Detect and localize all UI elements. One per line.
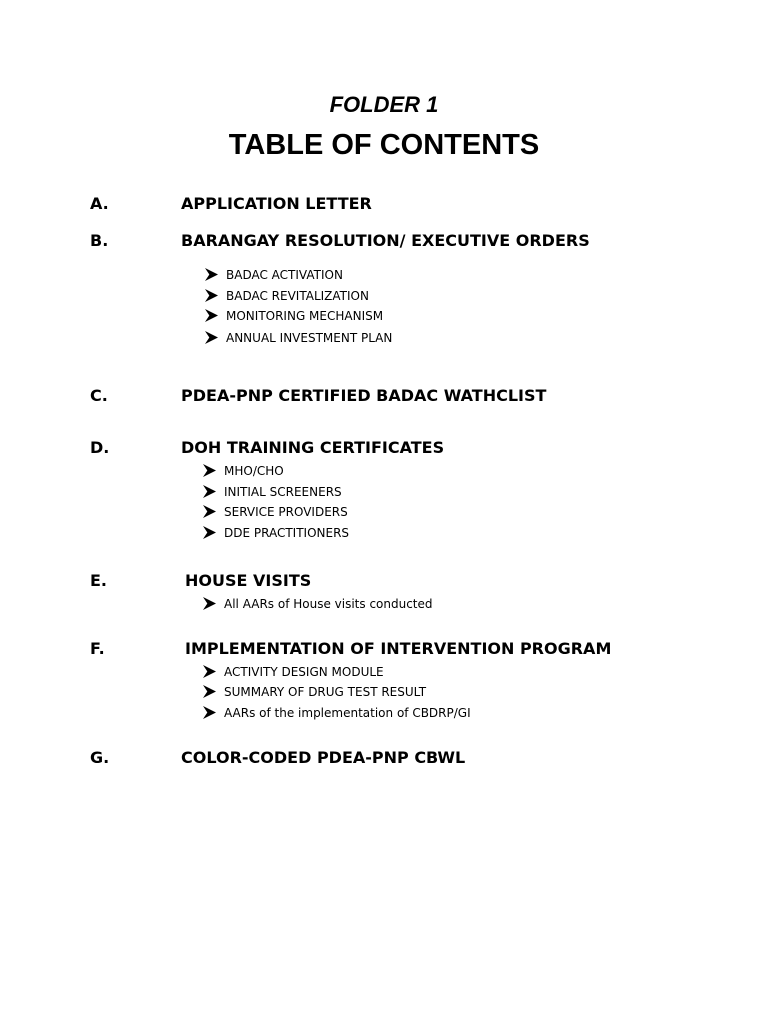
arrowhead-bullet-icon (205, 268, 218, 281)
bullet-text: ACTIVITY DESIGN MODULE (224, 665, 384, 679)
bullet-text: ANNUAL INVESTMENT PLAN (226, 331, 393, 345)
arrowhead-bullet-icon (203, 685, 216, 698)
bullet-text: AARs of the implementation of CBDRP/GI (224, 706, 471, 720)
bullet-text: SUMMARY OF DRUG TEST RESULT (224, 685, 427, 699)
arrowhead-bullet-icon (205, 309, 218, 322)
bullet-text: BADAC ACTIVATION (226, 268, 343, 282)
folder-title: FOLDER 1 (329, 92, 439, 117)
arrowhead-bullet-icon (205, 289, 218, 302)
arrowhead-bullet-icon (203, 665, 216, 678)
arrowhead-bullet-icon (203, 597, 216, 610)
section-title: PDEA-PNP CERTIFIED BADAC WATHCLIST (181, 386, 547, 405)
arrowhead-bullet-icon (203, 505, 216, 518)
arrowhead-bullet-icon (205, 331, 218, 344)
section-letter: C. (90, 386, 108, 405)
section-title: HOUSE VISITS (185, 571, 312, 590)
arrowhead-bullet-icon (203, 464, 216, 477)
section-letter: A. (90, 194, 109, 213)
arrowhead-bullet-icon (203, 706, 216, 719)
section-title: IMPLEMENTATION OF INTERVENTION PROGRAM (185, 639, 612, 658)
section-letter: B. (90, 231, 109, 250)
bullet-text: BADAC REVITALIZATION (226, 289, 369, 303)
section-title: COLOR-CODED PDEA-PNP CBWL (181, 748, 466, 767)
bullet-text: INITIAL SCREENERS (224, 485, 342, 499)
section-title: APPLICATION LETTER (181, 194, 372, 213)
page-title: TABLE OF CONTENTS (228, 129, 540, 161)
bullet-text: DDE PRACTITIONERS (224, 526, 350, 540)
bullet-text: SERVICE PROVIDERS (224, 505, 348, 519)
section-title: BARANGAY RESOLUTION/ EXECUTIVE ORDERS (181, 231, 590, 250)
section-letter: D. (90, 438, 110, 457)
arrowhead-bullet-icon (203, 526, 216, 539)
arrowhead-bullet-icon (203, 485, 216, 498)
bullet-text: All AARs of House visits conducted (224, 597, 433, 611)
bullet-text: MONITORING MECHANISM (226, 309, 384, 323)
section-letter: G. (90, 748, 110, 767)
section-letter: F. (90, 639, 105, 658)
bullet-text: MHO/CHO (224, 464, 284, 478)
section-letter: E. (90, 571, 108, 590)
section-title: DOH TRAINING CERTIFICATES (181, 438, 445, 457)
